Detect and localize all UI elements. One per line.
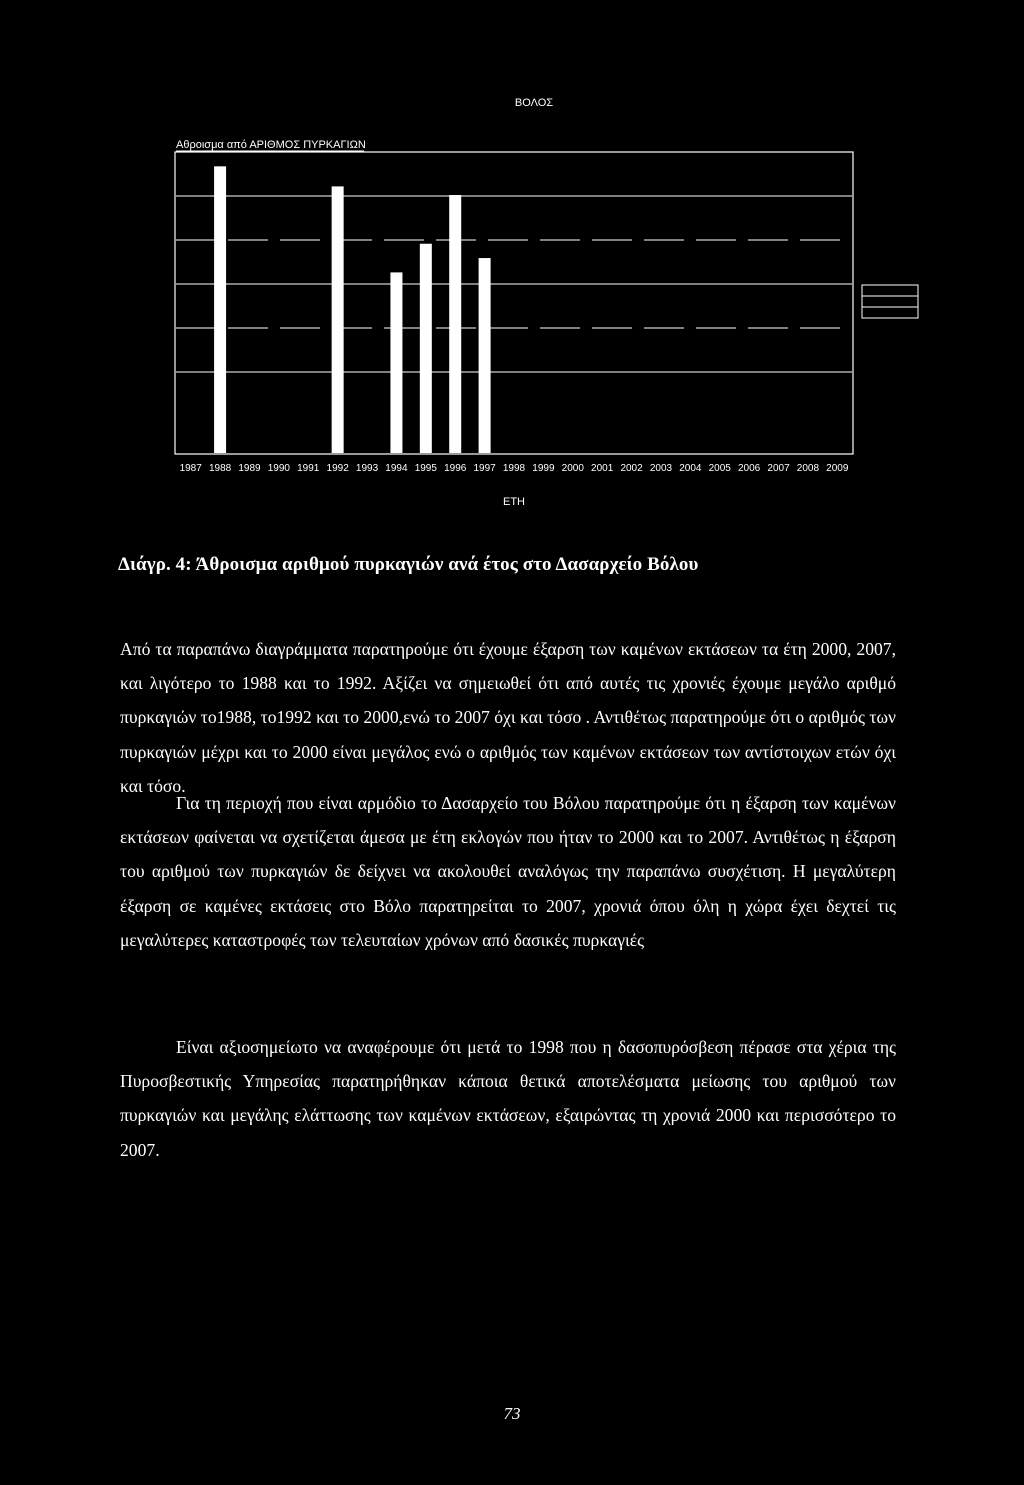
legend-box [862,285,918,318]
bar-chart [0,0,1024,520]
x-tick-1998: 1998 [502,463,526,474]
x-tick-1987: 1987 [179,463,202,474]
x-tick-1994: 1994 [385,463,408,474]
page-number: 73 [503,1404,521,1423]
x-tick-2008: 2008 [796,463,820,474]
x-tick-1990: 1990 [267,463,290,474]
bars [214,166,491,453]
figure-caption: Διάγρ. 4: Άθροισμα αριθμού πυρκαγιών ανά έτος στο Δασαρχείο Βόλου [118,554,699,575]
x-tick-1992: 1992 [326,463,349,474]
x-tick-1991: 1991 [297,463,320,474]
paragraph-1: Από τα παραπάνω διαγράμματα παρατηρούμε ότι έχουμε έξαρση των καμένων εκτάσεων τα έτη 2000, 2007, και λιγότερο το 1988 και το 1992. Αξίζει να σημειωθεί ότι από αυτές τις χρονιές έχουμε μεγάλο αριθμό πυρκαγιών το1988, το1992 και το 2000,ενώ το 2007 όχι και τόσο . Αντιθέτως παρατηρούμε ότι ο αριθμός των πυρκαγιών μέχρι και το 2000 είναι μεγάλος ενώ ο αριθμός των καμένων εκτάσεων των αντίστοιχων ετών όχι και τόσο. [120,639,896,796]
x-tick-1989: 1989 [238,463,261,474]
x-tick-1997: 1997 [473,463,496,474]
x-tick-labels [180,463,849,474]
bar-1988 [214,166,226,453]
x-tick-2001: 2001 [591,463,614,474]
x-tick-1993: 1993 [355,463,379,474]
x-tick-1995: 1995 [414,463,437,474]
paragraph-3: Είναι αξιοσημείωτο να αναφέρουμε ότι μετά το 1998 που η δασοπυρόσβεση πέρασε στα χέρια της Πυροσβεστικής Υπηρεσίας παρατηρήθηκαν κάποια θετικά αποτελέσματα μείωσης του αριθμού των πυρκαγιών και μεγάλης ελάττωσης των καμένων εκτάσεων, εξαιρώντας τη χρονιά 2000 και περισσότερο το 2007. [120,1037,896,1160]
bar-1995 [420,244,432,453]
x-axis-label: ΕΤΗ [503,496,525,508]
chart-title: ΒΟΛΟΣ [514,97,554,109]
x-tick-2000: 2000 [561,463,584,474]
x-tick-2006: 2006 [738,463,761,474]
x-tick-2009: 2009 [826,463,849,474]
x-tick-1988: 1988 [208,463,232,474]
bar-1997 [479,258,491,453]
x-tick-1999: 1999 [532,463,555,474]
bar-1996 [449,195,461,453]
x-tick-1996: 1996 [444,463,467,474]
x-tick-2005: 2005 [708,463,731,474]
bar-1994 [390,272,402,453]
paragraph-2: Για τη περιοχή που είναι αρμόδιο το Δασαρχείο του Βόλου παρατηρούμε ότι η έξαρση των καμένων εκτάσεων φαίνεται να σχετίζεται άμεσα με έτη εκλογών που ήταν το 2000 και το 2007. Αντιθέτως η έξαρση του αριθμού των πυρκαγιών δε δείχνει να ακολουθεί αναλόγως την παραπάνω συσχέτιση. Η μεγαλύτερη έξαρση σε καμένες εκτάσεις στο Βόλο παρατηρείται το 2007, χρονιά όπου όλη η χώρα έχει δεχτεί τις μεγαλύτερες καταστροφές των τελευταίων χρόνων από δασικές πυρκαγιές [120,793,896,950]
bar-1992 [332,186,344,453]
x-tick-2004: 2004 [679,463,702,474]
series-label: Αθροισμα από ΑΡΙΘΜΟΣ ΠΥΡΚΑΓΙΩΝ [176,139,366,151]
gridlines [176,196,852,372]
x-tick-2002: 2002 [620,463,643,474]
x-tick-2007: 2007 [767,463,790,474]
plot-area-frame [175,152,853,454]
x-tick-2003: 2003 [649,463,673,474]
